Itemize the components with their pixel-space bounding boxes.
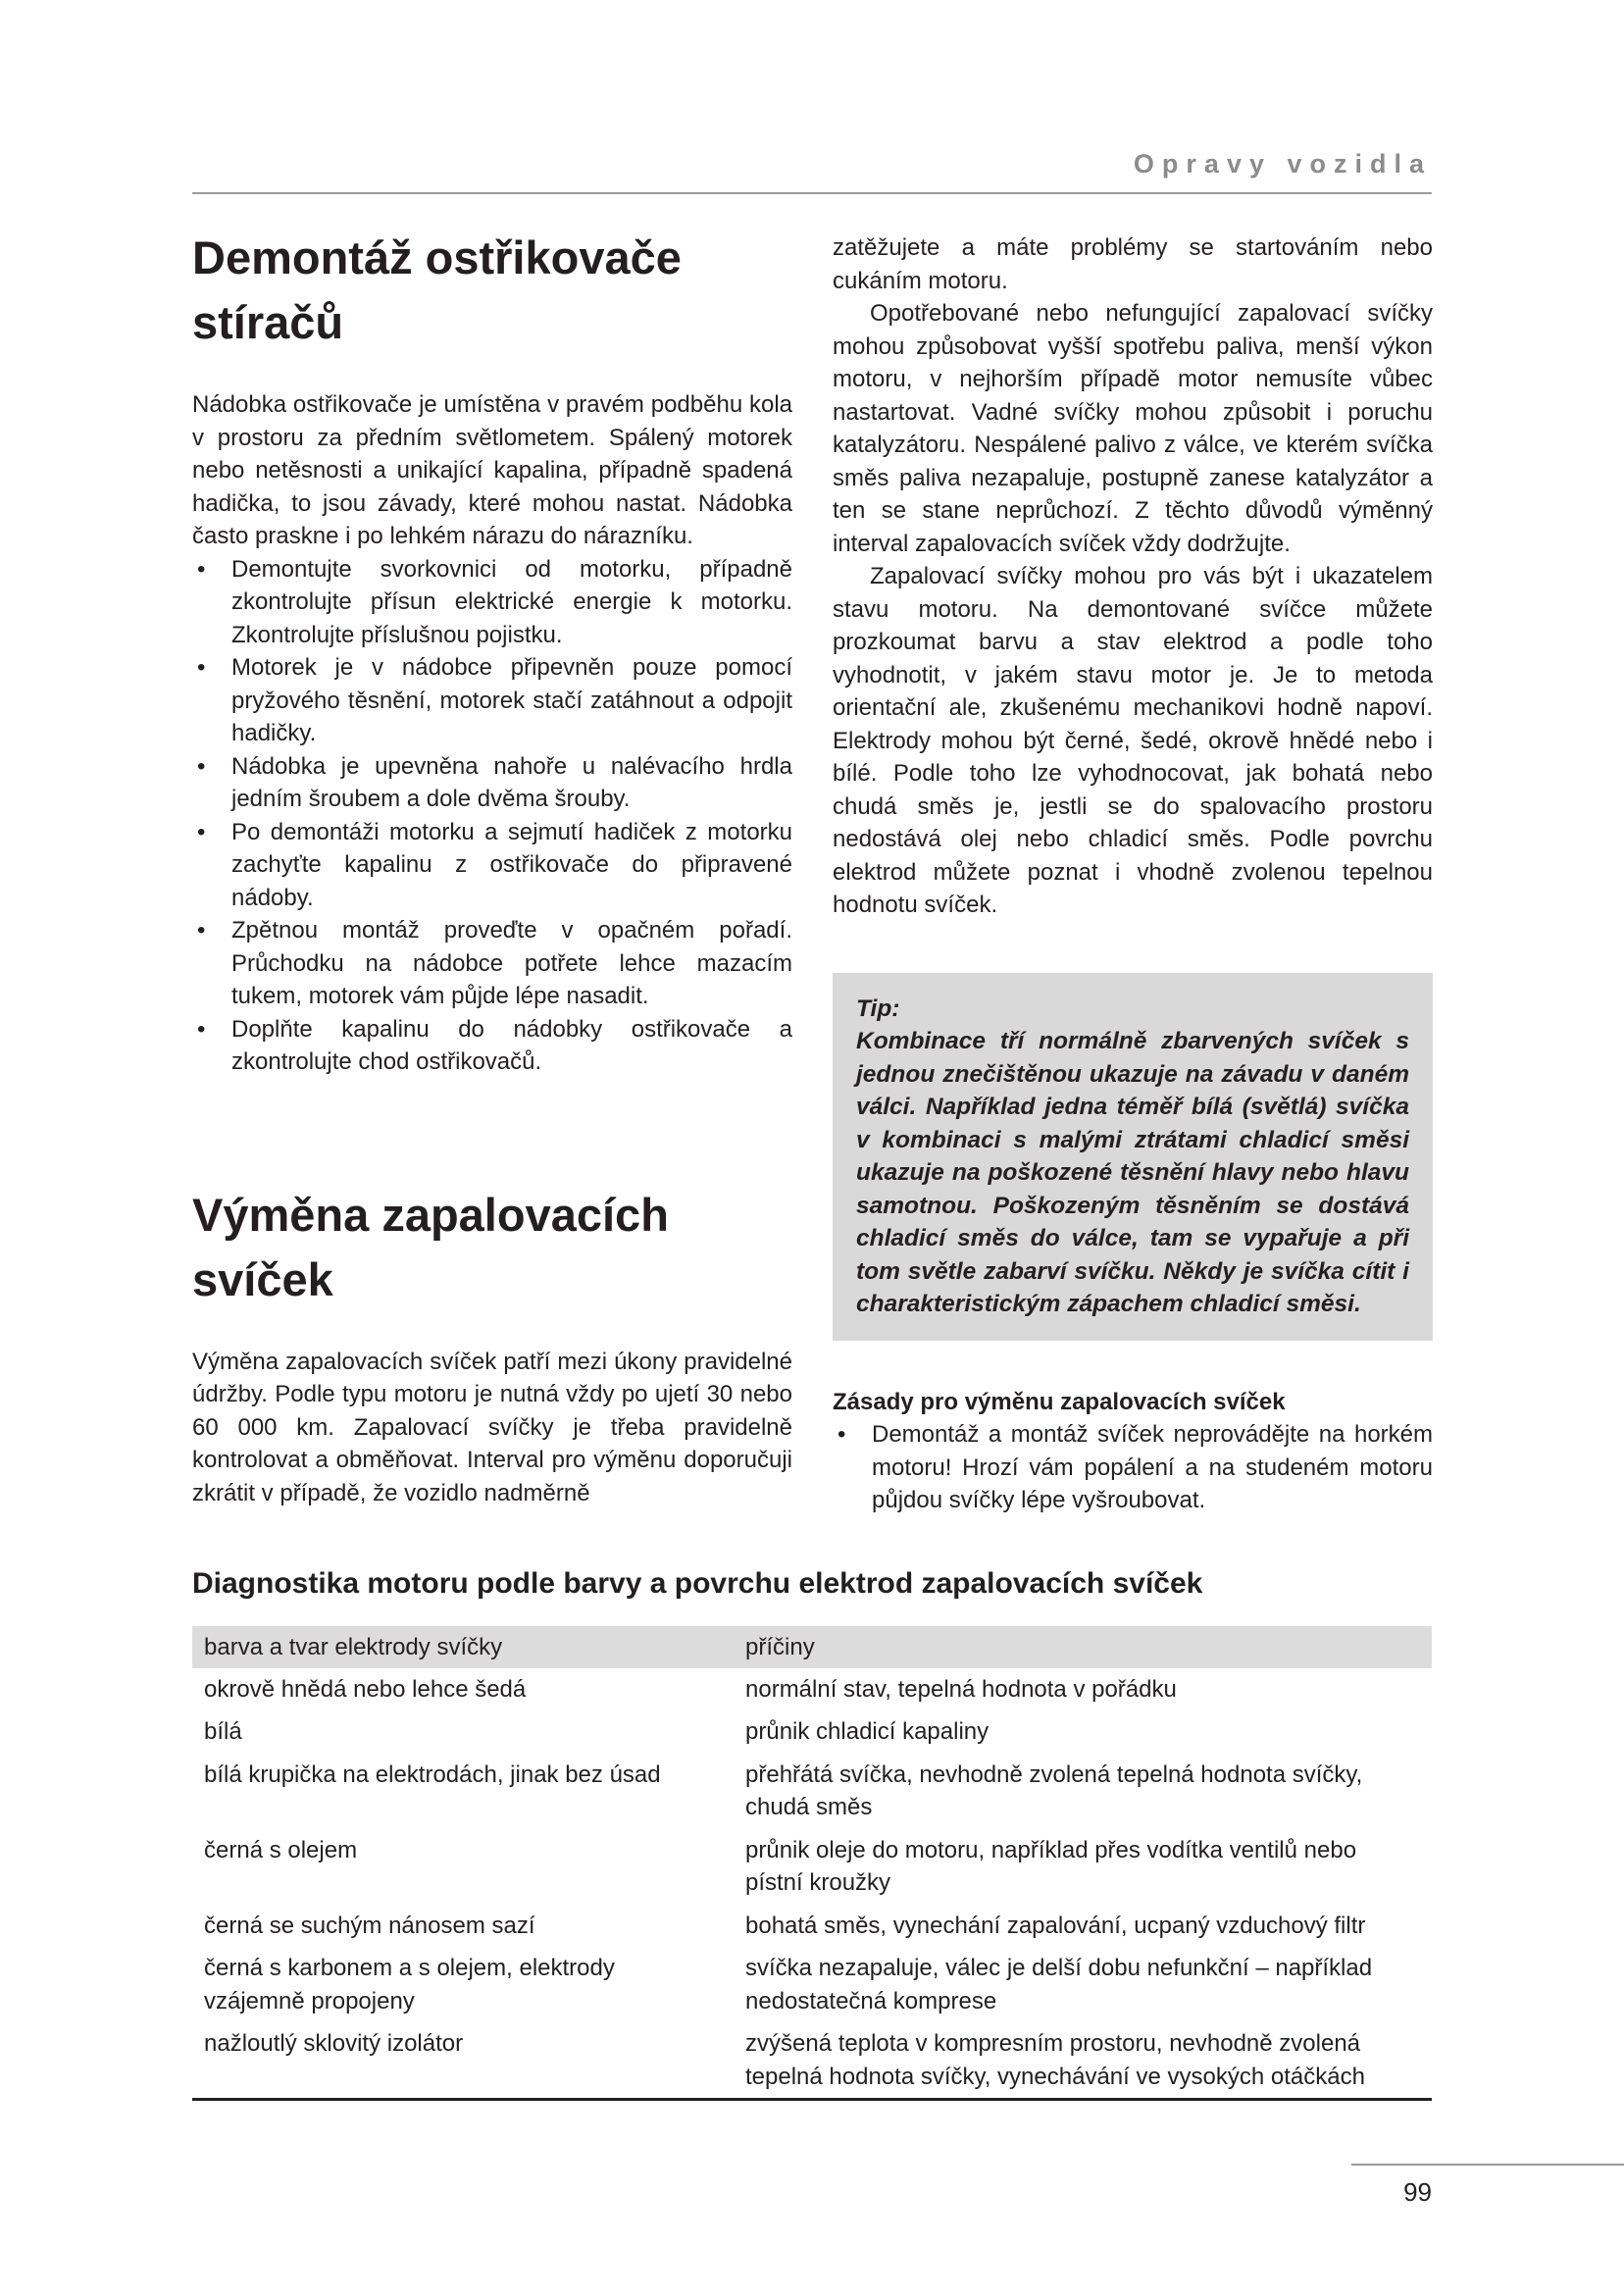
footer-rule xyxy=(1351,2164,1624,2166)
tip-box xyxy=(833,973,1433,1341)
list-item: • Doplňte kapalinu do nádobky ostřikovače a zkontrolujte chod ostřikovačů. xyxy=(192,1013,792,1079)
diagnostics-table xyxy=(192,1626,1432,2101)
table-cell: normální stav, tepelná hodnota v pořádku xyxy=(745,1675,1177,1703)
list-item: • Demontáž a montáž svíček neprovádějte na horkém motoru! Hrozí vám popálení a na studeném motoru půjdou svíčky lépe vyšroubovat. xyxy=(833,1418,1433,1517)
principles-list xyxy=(833,1418,1433,1517)
spark-plugs-intro: Výměna zapalovacích svíček patří mezi úkony pravidelné údržby. Podle typu motoru je nutná vždy po ujetí 30 nebo 60 000 km. Zapalovací svíčky je třeba pravidelně kontrolovat a obměňovat. Interval pro výměnu doporučuji zkrátit v případě, že vozidlo nadměrně xyxy=(192,1348,792,1506)
paragraph: zatěžujete a máte problémy se startováním nebo cukáním motoru. xyxy=(833,234,1433,294)
section-heading-washer: Demontáž ostřikovače stíračů xyxy=(192,231,682,348)
tip-label: Tip: xyxy=(856,995,900,1022)
table-cell: bílá krupička na elektrodách, jinak bez úsad xyxy=(204,1760,661,1788)
table-cell: černá se suchým nánosem sazí xyxy=(204,1912,535,1939)
principles-heading: Zásady pro výměnu zapalovacích svíček xyxy=(833,1388,1286,1415)
column-header: příčiny xyxy=(734,1626,1432,1668)
table-row xyxy=(192,1710,1432,1754)
table-cell: nažloutlý sklovitý izolátor xyxy=(204,2030,464,2057)
table-cell: průnik oleje do motoru, například přes vodítka ventilů nebo pístní kroužky xyxy=(745,1836,1357,1896)
table-cell: průnik chladicí kapaliny xyxy=(745,1718,990,1745)
section-heading-spark-plugs: Výměna zapalovacích svíček xyxy=(192,1188,669,1305)
column-header: barva a tvar elektrody svíčky xyxy=(192,1626,734,1668)
table-cell: přehřátá svíčka, nevhodně zvolená tepelná hodnota svíčky, chudá směs xyxy=(745,1760,1363,1820)
header-rule xyxy=(192,192,1432,194)
table-row xyxy=(192,1668,1432,1711)
washer-steps-list xyxy=(192,553,792,1079)
running-head: Opravy vozidla xyxy=(1133,149,1432,179)
paragraph: Opotřebované nebo nefungující zapalovací svíčky mohou způsobovat vyšší spotřebu paliva, menší výkon motoru, v nejhorším případě motor nemusíte vůbec nastartovat. Vadné svíčky mohou způsobit i poruchu katalyzátoru. Nespálené palivo z válce, ve kterém svíčka směs paliva nezapaluje, postupně zanese katalyzátor a ten se stane neprůchozí. Z těchto důvodů výměnný interval zapalovacích svíček vždy dodržujte. xyxy=(833,300,1433,557)
table-title: Diagnostika motoru podle barvy a povrchu elektrod zapalovacích svíček xyxy=(192,1567,1203,1600)
right-column xyxy=(833,231,1433,1517)
table-row xyxy=(192,1754,1432,1829)
left-column xyxy=(192,226,792,1509)
table-row xyxy=(192,1947,1432,2022)
table-row xyxy=(192,2022,1432,2100)
table-cell: bohatá směs, vynechání zapalování, ucpaný vzduchový filtr xyxy=(745,1912,1366,1939)
table-row xyxy=(192,1829,1432,1905)
table-header-row xyxy=(192,1626,1432,1668)
table-cell: svíčka nezapaluje, válec je delší dobu nefunkční – například nedostatečná komprese xyxy=(745,1955,1373,2015)
paragraph: Zapalovací svíčky mohou pro vás být i ukazatelem stavu motoru. Na demontované svíčce můžete prozkoumat barvu a stav elektrod a podle toho vyhodnotit, v jakém stavu motor je. Je to metoda orientační ale, zkušenému mechanikovi hodně napoví. Elektrody mohou být černé, šedé, okrově hnědé nebo i bílé. Podle toho lze vyhodnocovat, jak bohatá nebo chudá směs je, jestli se do spalovacího prostoru nedostává olej nebo chladicí směs. Podle povrchu elektrod můžete poznat i vhodně zvolenou tepelnou hodnotu svíček. xyxy=(833,563,1433,918)
table-cell: zvýšená teplota v kompresním prostoru, nevhodně zvolená tepelná hodnota svíčky, vynechávání ve vysokých otáčkách xyxy=(745,2030,1365,2090)
list-item: • Po demontáži motorku a sejmutí hadiček z motorku zachyťte kapalinu z ostřikovače do připravené nádoby. xyxy=(192,816,792,915)
list-item: • Nádobka je upevněna nahoře u nalévacího hrdla jedním šroubem a dole dvěma šrouby. xyxy=(192,750,792,816)
tip-text: Kombinace tří normálně zbarvených svíček s jednou znečištěnou ukazuje na závadu v daném válci. Například jedna téměř bílá (světlá) svíčka v kombinaci s malými ztrátami chladicí směsi ukazuje na poškozené těsnění hlavy nebo hlavu samotnou. Poškozeným těsněním se dostává chladicí směs do válce, tam se vypařuje a při tom světle zabarví svíčku. Někdy je svíčka cítit i charakteristickým zápachem chladicí směsi. xyxy=(856,1028,1409,1317)
table-cell: černá s karbonem a s olejem, elektrody vzájemně propojeny xyxy=(204,1955,615,2015)
list-item: • Demontujte svorkovnici od motorku, případně zkontrolujte přísun elektrické energie k motorku. Zkontrolujte příslušnou pojistku. xyxy=(192,553,792,652)
table-cell: černá s olejem xyxy=(204,1836,358,1863)
table-row xyxy=(192,1905,1432,1948)
table-cell: bílá xyxy=(204,1718,242,1745)
page-number: 99 xyxy=(1403,2177,1432,2207)
list-item: • Motorek je v nádobce připevněn pouze pomocí pryžového těsnění, motorek stačí zatáhnout a odpojit hadičky. xyxy=(192,651,792,750)
washer-intro: Nádobka ostřikovače je umístěna v pravém podběhu kola v prostoru za předním světlometem. Spálený motorek nebo netěsnosti a unikající kapalina, případně spadená hadička, to jsou závady, které mohou nastat. Nádobka často praskne i po lehkém nárazu do nárazníku. xyxy=(192,391,792,549)
table-cell: okrově hnědá nebo lehce šedá xyxy=(204,1675,527,1703)
list-item: • Zpětnou montáž proveďte v opačném pořadí. Průchodku na nádobce potřete lehce mazacím tukem, motorek vám půjde lépe nasadit. xyxy=(192,914,792,1013)
